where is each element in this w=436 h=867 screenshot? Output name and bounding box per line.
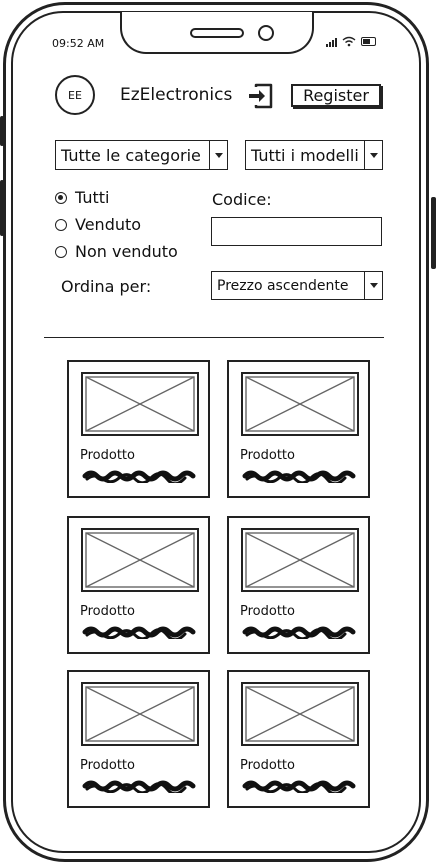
redacted-text [241, 777, 359, 793]
category-select[interactable] [55, 140, 228, 170]
chevron-down-icon [364, 141, 382, 169]
product-card[interactable] [227, 516, 370, 654]
sort-select[interactable] [211, 271, 383, 300]
login-icon[interactable] [246, 82, 274, 110]
radio-tutti[interactable] [55, 188, 109, 207]
redacted-text [81, 467, 199, 483]
product-card[interactable] [227, 670, 370, 808]
image-placeholder-icon [241, 682, 359, 746]
redacted-text [81, 623, 199, 639]
sort-label: Ordina per: [61, 277, 152, 296]
product-name: Prodotto [80, 758, 135, 773]
model-select[interactable] [245, 140, 383, 170]
chevron-down-icon [209, 141, 227, 169]
radio-unselected-icon [55, 219, 67, 231]
radio-label: Non venduto [75, 242, 178, 261]
side-button-left-1 [0, 116, 4, 146]
status-icons [326, 36, 376, 47]
radio-unselected-icon [55, 246, 67, 258]
status-time: 09:52 AM [52, 37, 105, 50]
product-card[interactable] [67, 516, 210, 654]
register-button[interactable]: Register [291, 84, 381, 107]
image-placeholder-icon [241, 528, 359, 592]
redacted-text [81, 777, 199, 793]
image-placeholder-icon [81, 372, 199, 436]
radio-non-venduto[interactable] [55, 242, 178, 261]
radio-label: Venduto [75, 215, 142, 234]
camera [258, 25, 274, 41]
speaker [190, 28, 244, 38]
side-button-right [431, 197, 436, 269]
code-input[interactable] [211, 217, 382, 246]
model-select-value: Tutti i modelli [251, 145, 359, 165]
image-placeholder-icon [81, 682, 199, 746]
chevron-down-icon [364, 272, 382, 299]
product-name: Prodotto [240, 604, 295, 619]
product-name: Prodotto [80, 448, 135, 463]
image-placeholder-icon [81, 528, 199, 592]
radio-label: Tutti [75, 188, 110, 207]
redacted-text [241, 623, 359, 639]
category-select-value: Tutte le categorie [61, 145, 201, 165]
brand-title: EzElectronics [120, 85, 233, 105]
wifi-icon [342, 36, 356, 47]
product-name: Prodotto [240, 448, 295, 463]
image-placeholder-icon [241, 372, 359, 436]
signal-icon [326, 37, 337, 47]
divider [44, 337, 384, 338]
side-button-left-2 [0, 180, 4, 236]
battery-icon [361, 37, 376, 46]
product-name: Prodotto [240, 758, 295, 773]
avatar[interactable]: EE [55, 75, 95, 115]
radio-venduto[interactable] [55, 215, 141, 234]
product-card[interactable] [227, 360, 370, 498]
sort-select-value: Prezzo ascendente [217, 277, 349, 294]
code-label: Codice: [212, 190, 272, 209]
product-card[interactable] [67, 360, 210, 498]
radio-selected-icon [55, 192, 67, 204]
redacted-text [241, 467, 359, 483]
product-name: Prodotto [80, 604, 135, 619]
product-card[interactable] [67, 670, 210, 808]
